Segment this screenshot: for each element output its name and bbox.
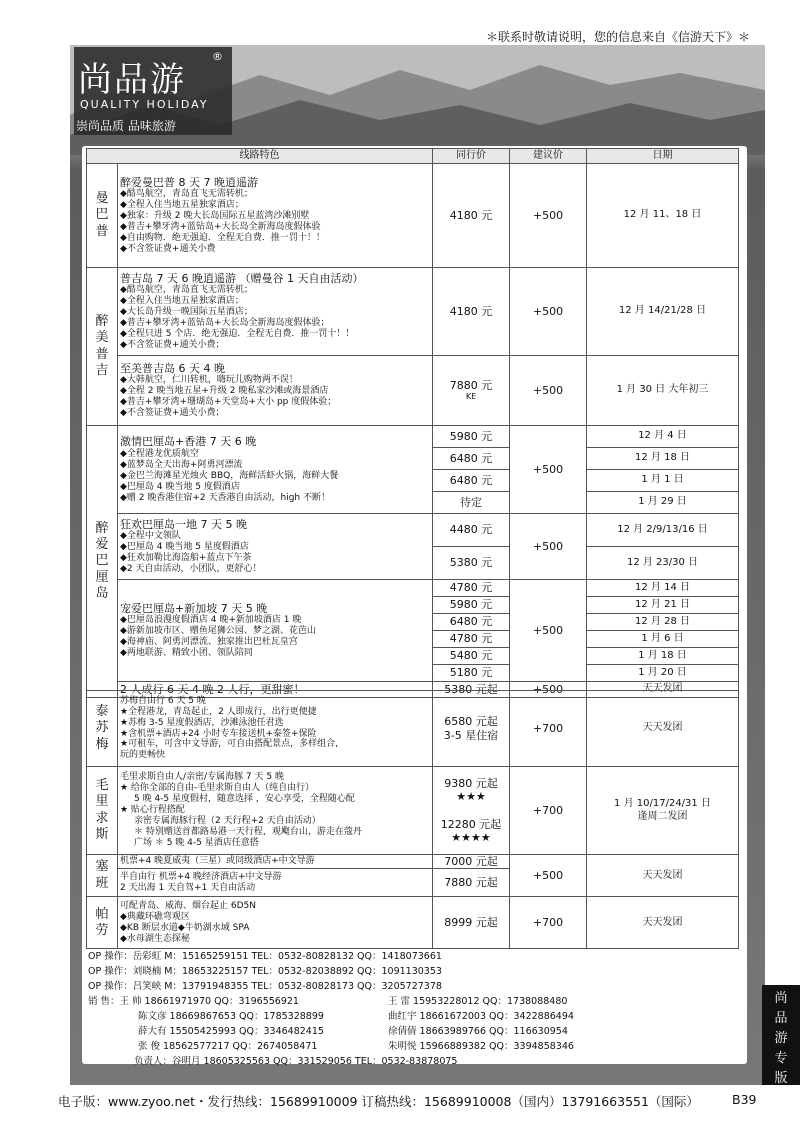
- date-cell: 12 月 14/21/28 日: [587, 268, 739, 356]
- table-row: [87, 897, 739, 949]
- table-row: [87, 580, 739, 597]
- suggest-cell: +700: [510, 767, 587, 855]
- tour-table-2: [86, 690, 739, 949]
- price-cell: 5480 元: [433, 648, 510, 665]
- table-row: [87, 514, 739, 547]
- date-cell: 天天发团: [587, 855, 739, 897]
- route-cell: 至美普吉岛 6 天 4 晚 ◆大韩航空，仁川转机，嗨玩儿购物两不误！ ◆全程 2 晚当地五星+升级 2 晚私家沙滩或海景酒店 ◆普吉+攀牙湾+珊瑚岛+天堂岛+大小 pp 度假体验； ◆不含签证费+通关小费；: [118, 356, 433, 426]
- header-suggest-price: 建议价: [510, 149, 587, 164]
- price-cell: 7880 元 KE: [433, 356, 510, 426]
- footer-text: 电子版：www.zyoo.net・发行热线：15689910009 订稿热线：15689910008（国内）13791663551（国际）: [58, 1094, 699, 1109]
- dest-saiban: 塞 班: [87, 855, 118, 897]
- table-row: [87, 268, 739, 356]
- suggest-cell: +500: [510, 426, 587, 514]
- route-cell: 宠爱巴厘岛+新加坡 7 天 5 晚 ◆巴厘岛浪漫度假酒店 4 晚+新加坡酒店 1 晚 ◆游新加坡市区、赠鱼尾狮公园、梦之湖、花芭山 ◆海神庙、阿勇河漂流、独家推出巴杜瓦皇宫 ◆两地联游、精致小团、领队陪同: [118, 580, 433, 682]
- price-cell: 4180 元: [433, 268, 510, 356]
- header-route: 线路特色: [87, 149, 433, 164]
- price-cell: 7880 元起: [433, 869, 510, 897]
- dest-palao: 帕 劳: [87, 897, 118, 949]
- top-note: ＊联系时敬请说明，您的信息来自《信游天下》＊: [485, 30, 750, 44]
- price-cell: 5380 元: [433, 547, 510, 580]
- dest-manba: 曼 巴 普: [87, 164, 118, 268]
- price-cell: 6580 元起 3-5 星住宿: [433, 691, 510, 767]
- table-row: [87, 691, 739, 767]
- date-cell: 12 月 23/30 日: [587, 547, 739, 580]
- date-cell: 1 月 30 日 大年初三: [587, 356, 739, 426]
- suggest-cell: +500: [510, 356, 587, 426]
- table-row: [87, 164, 739, 268]
- table-row: [87, 426, 739, 448]
- suggest-cell: +700: [510, 691, 587, 767]
- logo-english: QUALITY HOLIDAY: [80, 98, 209, 111]
- date-cell: 1 月 20 日: [587, 665, 739, 682]
- suggest-cell: +500: [510, 514, 587, 580]
- route-cell: 狂欢巴厘岛一地 7 天 5 晚 ◆全程中文领队 ◆巴厘岛 4 晚当地 5 星度假酒店 ◆狂欢加勒比海盗船+蓝点下午茶 ◆2 天自由活动，小团队，更舒心！: [118, 514, 433, 580]
- price-cell: 4480 元: [433, 514, 510, 547]
- contact-row: 销 售：王 帅 18661971970 QQ：3196556921 王 雷 15953228012 QQ：1738088480: [88, 996, 568, 1007]
- registered-mark: ®: [212, 50, 223, 63]
- price-cell: 6480 元: [433, 470, 510, 492]
- header-peer-price: 同行价: [433, 149, 510, 164]
- table-row: [87, 767, 739, 855]
- side-tab: 尚 品 游 专 版: [762, 985, 800, 1085]
- date-cell: 12 月 21 日: [587, 597, 739, 614]
- footer: [0, 1088, 800, 1112]
- contact-row: 张 俊 18562577217 QQ：2674058471 朱明悦 15966889382 QQ：3394858346: [138, 1041, 574, 1052]
- date-cell: 12 月 28 日: [587, 614, 739, 631]
- price-cell: 待定: [433, 492, 510, 514]
- table-header-row: [87, 149, 739, 164]
- contacts-block: [88, 949, 738, 1069]
- contact-row: OP 操作：岳彩虹 M：15165259151 TEL：0532-80828132 QQ：1418073661: [88, 951, 442, 962]
- price-cell: 9380 元起 ★★★ 12280 元起 ★★★★: [433, 767, 510, 855]
- date-cell: 12 月 18 日: [587, 448, 739, 470]
- route-cell: 普吉岛 7 天 6 晚逍遥游 （赠曼谷 1 天自由活动） ◆酷鸟航空，青岛直飞无需转机； ◆全程入住当地五星独家酒店； ◆大长岛升级一晚国际五星酒店； ◆普吉+攀牙湾+蓝钻岛+大长岛全新海岛度假体验； ◆全程只进 5 个店．绝无强迫．全程无自费．推一罚十！！ ◆不含签证费+通关小费；: [118, 268, 433, 356]
- price-cell: 4180 元: [433, 164, 510, 268]
- date-cell: 1 月 6 日: [587, 631, 739, 648]
- suggest-cell: +500: [510, 682, 587, 698]
- tour-table: [86, 148, 739, 698]
- date-cell: 1 月 29 日: [587, 492, 739, 514]
- date-cell: 天天发团: [587, 691, 739, 767]
- date-cell: 天天发团: [587, 897, 739, 949]
- date-cell: 12 月 14 日: [587, 580, 739, 597]
- route-cell: 2 人成行 6 天 4 晚 2 人行，更甜蜜！: [118, 682, 433, 698]
- date-cell: 1 月 10/17/24/31 日 逢周二发团: [587, 767, 739, 855]
- date-cell: 12 月 4 日: [587, 426, 739, 448]
- dest-zuimei: 醉 美 普 吉: [87, 268, 118, 426]
- suggest-cell: +500: [510, 164, 587, 268]
- route-cell: 半自由行 机票+4 晚经济酒店+中文导游 2 天出海 1 天自驾+1 天自由活动: [118, 869, 433, 897]
- date-cell: 12 月 2/9/13/16 日: [587, 514, 739, 547]
- date-cell: 1 月 1 日: [587, 470, 739, 492]
- contact-row: 薛大有 15505425993 QQ：3346482415 徐倩倩 18663989766 QQ：116630954: [138, 1026, 568, 1037]
- route-cell: 毛里求斯自由人/亲密/专属海豚 7 天 5 晚 ★ 给你全部的自由-毛里求斯自由人（纯自由行） 5 晚 4-5 星度假村，随意选择 ，安心享受，全程随心配 ★ 贴心行程搭配 亲密专属海豚行程（2 天行程+2 天自由活动） ＊ 特别赠送首都路易港一天行程，观飑台山，游走在蔻丹 广场 ＊ 5 晚 4-5 星酒店任意搭: [118, 767, 433, 855]
- contact-row: 负责人：谷明月 18605325563 QQ：331529056 TEL：0532-83878075: [134, 1056, 458, 1067]
- price-cell: 4780 元: [433, 580, 510, 597]
- price-cell: 6480 元: [433, 448, 510, 470]
- table-row: [87, 356, 739, 426]
- price-cell: 8999 元起: [433, 897, 510, 949]
- price-cell: 5980 元: [433, 597, 510, 614]
- price-cell: 5380 元起: [433, 682, 510, 698]
- date-cell: 1 月 18 日: [587, 648, 739, 665]
- suggest-cell: +500: [510, 268, 587, 356]
- price-cell: 5180 元: [433, 665, 510, 682]
- date-cell: 12 月 11、18 日: [587, 164, 739, 268]
- route-cell: 激情巴厘岛+香港 7 天 6 晚 ◆全程港龙优质航空 ◆蓝梦岛全天出海+阿勇河漂流 ◆金巴兰海滩星光烛火 BBQ，海鲜活虾火锅，海鲜大餐 ◆巴厘岛 4 晚当地 5 度假酒店 ◆赠 2 晚香港住宿+2 天香港自由活动，high 不断！: [118, 426, 433, 514]
- contact-row: OP 操作：吕笑峡 M：13791948355 TEL：0532-80828173 QQ：3205727378: [88, 981, 442, 992]
- contact-row: OP 操作：刘晓楠 M：18653225157 TEL：0532-82038892 QQ：1091130353: [88, 966, 442, 977]
- dest-bali: 醉 爱 巴 厘 岛: [87, 426, 118, 698]
- suggest-cell: +500: [510, 580, 587, 682]
- price-cell: 4780 元: [433, 631, 510, 648]
- table-row: [87, 855, 739, 869]
- page-number: B39: [732, 1092, 757, 1107]
- route-cell: 苏梅自由行 6 天 5 晚 ★全程港龙，青岛起止，2 人即成行，出行更便捷 ★苏梅 3-5 星度假酒店，沙滩泳池任君选 ★含机票+酒店+24 小时专车接送机+泰签+保险 ★可租车，可含中文导游，可自由搭配景点，多样组合， 玩的更畅快: [118, 691, 433, 767]
- header-date: 日期: [587, 149, 739, 164]
- logo-text: 尚品游: [78, 60, 186, 100]
- route-cell: 醉爱曼巴普 8 天 7 晚逍遥游 ◆酷鸟航空，青岛直飞无需转机； ◆全程入住当地五星独家酒店； ◆独家：升级 2 晚大长岛国际五星蓝湾沙滩别墅 ◆普吉+攀牙湾+蓝钻岛+大长岛全新海岛度假体验 ◆自由购物．绝无强迫．全程无自费．推一罚十！！ ◆不含签证费+通关小费: [118, 164, 433, 268]
- price-cell: 7000 元起: [433, 855, 510, 869]
- suggest-cell: +500: [510, 855, 587, 897]
- dest-maoliqiusi: 毛 里 求 斯: [87, 767, 118, 855]
- date-cell: 天天发团: [587, 682, 739, 698]
- route-cell: 机票+4 晚夏威夷（三星）或同级酒店+中文导游: [118, 855, 433, 869]
- price-cell: 6480 元: [433, 614, 510, 631]
- suggest-cell: +700: [510, 897, 587, 949]
- route-cell: 可配青岛、威海、烟台起止 6D5N ◆典藏环礁弯观区 ◆KB 断层水道◆牛奶湖水域 SPA ◆水母湖生态探秘: [118, 897, 433, 949]
- contact-row: 陈文彦 18669867653 QQ：1785328899 曲红宇 18661672003 QQ：3422886494: [138, 1011, 574, 1022]
- dest-taisumei: 泰 苏 梅: [87, 691, 118, 767]
- logo-slogan: 崇尚品质 品味旅游: [76, 119, 176, 133]
- price-cell: 5980 元: [433, 426, 510, 448]
